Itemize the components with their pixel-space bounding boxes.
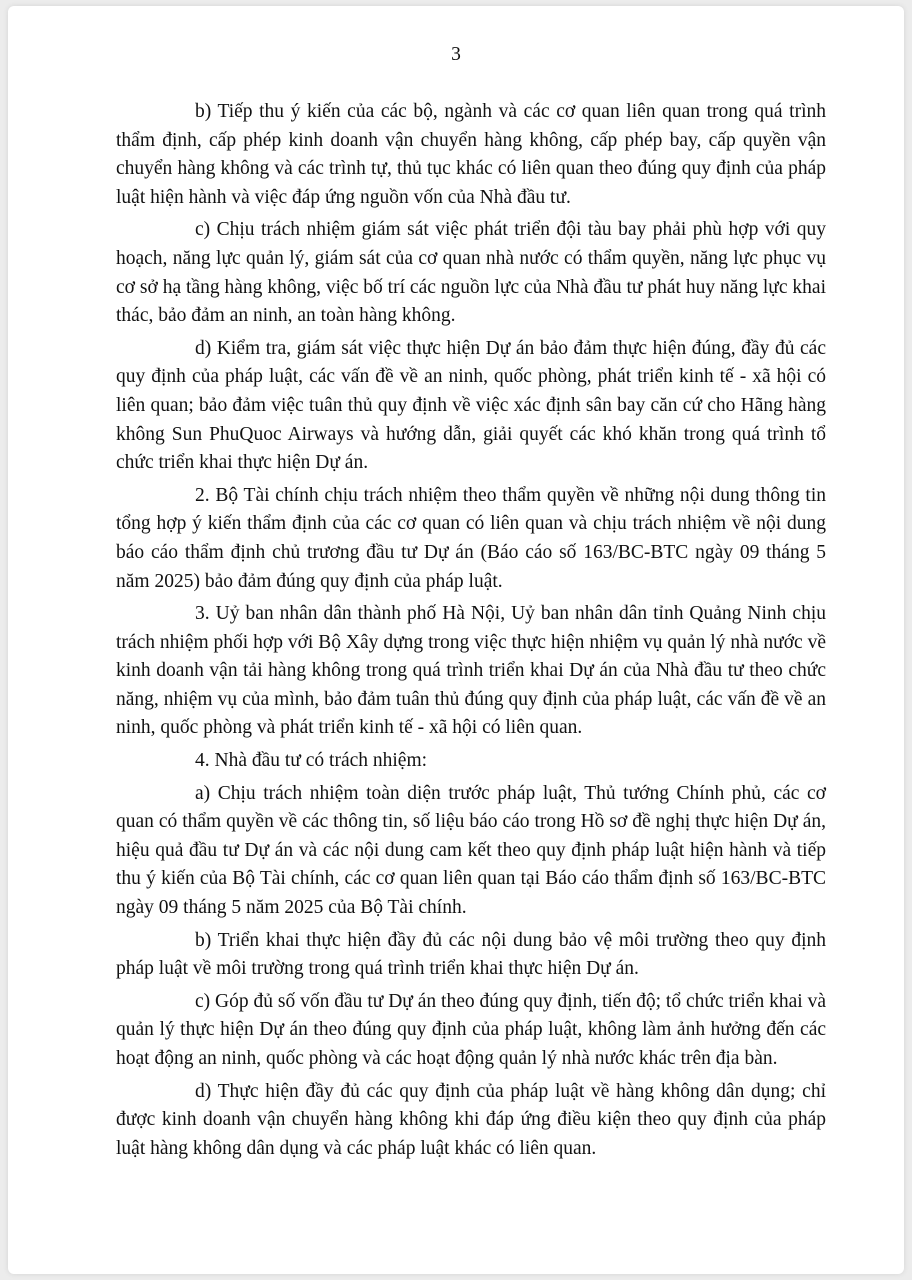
- paragraph-4c: c) Góp đủ số vốn đầu tư Dự án theo đúng quy định, tiến độ; tổ chức triển khai và quản lý thực hiện Dự án theo đúng quy định của pháp luật, không làm ảnh hưởng đến các hoạt động an ninh, quốc phòng và các hoạt động quản lý nhà nước khác trên địa bàn.: [116, 990, 826, 1069]
- document-page: [8, 6, 904, 1274]
- paragraph-item-2: 2. Bộ Tài chính chịu trách nhiệm theo thẩm quyền về những nội dung thông tin tổng hợp ý kiến thẩm định của các cơ quan có liên quan và chịu trách nhiệm về nội dung báo cáo thẩm định chủ trương đầu tư Dự án (Báo cáo số 163/BC-BTC ngày 09 tháng 5 năm 2025) bảo đảm đúng quy định của pháp luật.: [116, 484, 826, 592]
- paragraph-4b: b) Triển khai thực hiện đầy đủ các nội dung bảo vệ môi trường theo quy định pháp luật về môi trường trong quá trình triển khai thực hiện Dự án.: [116, 929, 826, 980]
- paragraph-4d: d) Thực hiện đầy đủ các quy định của pháp luật về hàng không dân dụng; chỉ được kinh doanh vận chuyển hàng không khi đáp ứng điều kiện theo quy định của pháp luật hàng không dân dụng và các pháp luật khác có liên quan.: [116, 1080, 826, 1159]
- document-body: [116, 98, 826, 1167]
- paragraph-2b: b) Tiếp thu ý kiến của các bộ, ngành và các cơ quan liên quan trong quá trình thẩm định, cấp phép kinh doanh vận chuyển hàng không, cấp phép bay, cấp quyền vận chuyển hàng không và các trình tự, thủ tục khác có liên quan theo đúng quy định của pháp luật hiện hành và việc đáp ứng nguồn vốn của Nhà đầu tư.: [116, 101, 826, 208]
- paragraph-2d: d) Kiểm tra, giám sát việc thực hiện Dự án bảo đảm thực hiện đúng, đầy đủ các quy định của pháp luật, các vấn đề về an ninh, quốc phòng, phát triển kinh tế - xã hội có liên quan; bảo đảm việc tuân thủ quy định về việc xác định sân bay căn cứ cho Hãng hàng không Sun PhuQuoc Airways và hướng dẫn, giải quyết các khó khăn trong quá trình tổ chức triển khai thực hiện Dự án.: [116, 337, 826, 474]
- paragraph-4a: a) Chịu trách nhiệm toàn diện trước pháp luật, Thủ tướng Chính phủ, các cơ quan có thẩm quyền về các thông tin, số liệu báo cáo trong Hồ sơ đề nghị thực hiện Dự án, hiệu quả đầu tư Dự án và các nội dung cam kết theo quy định pháp luật hiện hành và tiếp thu ý kiến của Bộ Tài chính, các cơ quan liên quan tại Báo cáo thẩm định số 163/BC-BTC ngày 09 tháng 5 năm 2025 của Bộ Tài chính.: [116, 782, 826, 919]
- paragraph-2c: c) Chịu trách nhiệm giám sát việc phát triển đội tàu bay phải phù hợp với quy hoạch, năng lực quản lý, giám sát của cơ quan nhà nước có thẩm quyền, năng lực phục vụ cơ sở hạ tầng hàng không, việc bố trí các nguồn lực của Nhà đầu tư phát huy năng lực khai thác, bảo đảm an ninh, an toàn hàng không.: [116, 219, 826, 327]
- paragraph-item-3: 3. Uỷ ban nhân dân thành phố Hà Nội, Uỷ ban nhân dân tỉnh Quảng Ninh chịu trách nhiệm phối hợp với Bộ Xây dựng trong việc thực hiện nhiệm vụ quản lý nhà nước về kinh doanh vận tải hàng không trong quá trình triển khai Dự án của Nhà đầu tư theo chức năng, nhiệm vụ của mình, bảo đảm tuân thủ đúng quy định của pháp luật, các vấn đề về an ninh, quốc phòng và phát triển kinh tế - xã hội có liên quan.: [116, 603, 826, 739]
- page-number: 3: [451, 44, 461, 65]
- paragraph-item-4: 4. Nhà đầu tư có trách nhiệm:: [195, 750, 428, 772]
